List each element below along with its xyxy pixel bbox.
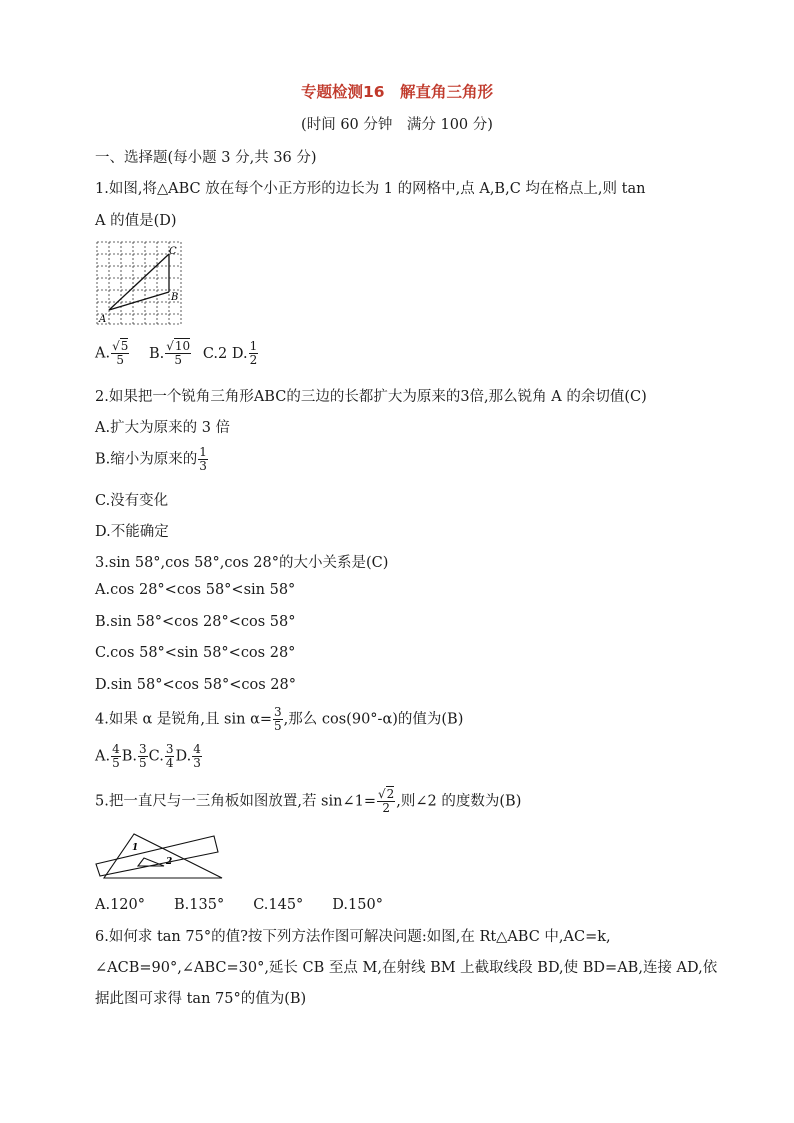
q6-stem-line2: ∠ACB=90°,∠ABC=30°,延长 CB 至点 M,在射线 BM 上截取线段 BD,使 BD=AB,连接 AD,依 [95,960,718,976]
q4-options: A. $\frac{4}{5}$ B. $\frac{3}{5}$ C. $\frac{3}{4}$ D. $\frac{4}{3}$ [95,742,201,770]
q3-option-d: D.sin 58°<cos 58°<cos 28° [95,677,296,693]
q3-option-b: B.sin 58°<cos 28°<cos 58° [95,614,296,630]
q2-option-a: A.扩大为原来的 3 倍 [95,420,231,436]
q2-option-b-fraction: $\frac{1}{3}$ [199,445,207,473]
q1-stem-line2: A 的值是(D) [95,213,177,229]
q1-grid-figure [95,240,185,326]
q2-stem: 2.如果把一个锐角三角形ABC的三边的长都扩大为原来的3倍,那么锐角 A 的余切值(C) [95,389,647,405]
q6-stem-line3: 据此图可求得 tan 75°的值为(B) [95,991,307,1007]
section-heading: 一、选择题(每小题 3 分,共 36 分) [95,150,317,166]
page-subtitle: (时间 60 分钟 满分 100 分) [301,117,493,133]
q1-label-b: B [171,292,179,303]
q1-option-d-fraction: $\frac{1}{2}$ [249,339,258,367]
q1-option-a-fraction: $\frac{√5}{5}$ [112,339,129,367]
q4-option-b-fraction: $\frac{3}{5}$ [139,742,147,770]
q1-option-b-fraction: $\frac{√10}{5}$ [166,339,191,367]
q3-stem: 3.sin 58°,cos 58°,cos 28°的大小关系是(C) [95,555,389,571]
q5-options: A.120° B.135° C.145° D.150° [95,897,383,913]
q2-option-c: C.没有变化 [95,493,169,509]
q5-angle-1-label: 1 [132,843,139,853]
q5-ruler-triangle-figure [94,828,224,880]
q5-angle-2-label: 2 [166,857,173,867]
q3-option-a: A.cos 28°<cos 58°<sin 58° [95,582,296,598]
q4-option-c-fraction: $\frac{3}{4}$ [165,742,174,770]
q4-option-d-fraction: $\frac{4}{3}$ [193,742,201,770]
q1-stem-line1: 1.如图,将△ABC 放在每个小正方形的边长为 1 的网格中,点 A,B,C 均在格点上,则 tan [95,181,646,197]
q5-stem: 5.把一直尺与一三角板如图放置,若 sin∠1= $\frac{√2}{2}$ ,则∠2 的度数为(B) [95,787,522,815]
q1-options: A. $\frac{√5}{5}$ B. $\frac{√10}{5}$ C.2 D. $\frac{1}{2}$ [95,339,258,367]
q3-option-c: C.cos 58°<sin 58°<cos 28° [95,645,296,661]
q1-label-a: A [99,314,107,325]
q2-option-b: B.缩小为原来的 $\frac{1}{3}$ [95,445,207,473]
q4-option-a-fraction: $\frac{4}{5}$ [112,742,120,770]
q4-stem: 4.如果 α 是锐角,且 sin α= $\frac{3}{5}$ ,那么 cos(90°-α)的值为(B) [95,705,464,733]
q4-stem-fraction: $\frac{3}{5}$ [274,705,282,733]
q5-stem-fraction: $\frac{√2}{2}$ [378,787,395,815]
q1-label-c: C [169,246,177,257]
page-title: 专题检测16 解直角三角形 [300,83,494,101]
q2-option-d: D.不能确定 [95,524,169,540]
q6-stem-line1: 6.如何求 tan 75°的值?按下列方法作图可解决问题:如图,在 Rt△ABC 中,AC=k, [95,929,611,945]
